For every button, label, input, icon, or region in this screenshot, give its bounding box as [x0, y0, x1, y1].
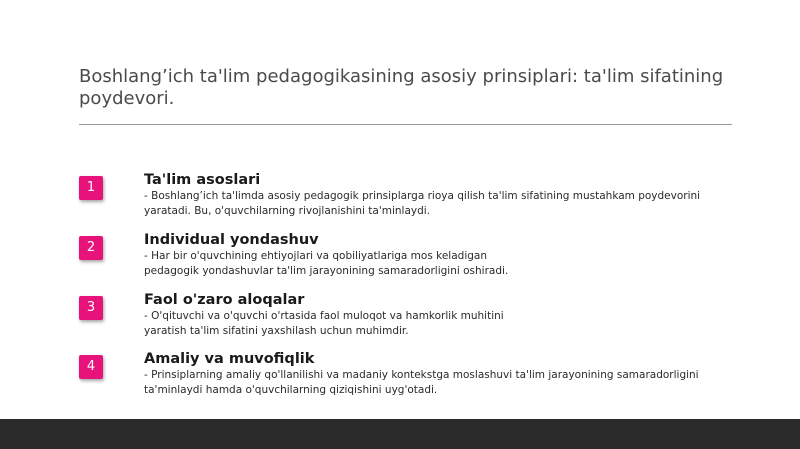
item-text: [144, 292, 739, 339]
item-number-badge: 3: [79, 296, 103, 320]
item-heading: Faol o'zaro aloqalar: [144, 292, 305, 308]
item-description: - Boshlang’ich ta'limda asosiy pedagogik prinsiplarga rioya qilish ta'lim sifatining mustahkam poydevorini yaratadi. Bu, o'quvchilarning rivojlanishini ta'minlaydi.: [144, 190, 701, 217]
item-text: [144, 172, 739, 219]
footer-bar: [0, 419, 800, 449]
item-text: [144, 232, 739, 279]
item-description: - O'qituvchi va o'quvchi o'rtasida faol muloqot va hamkorlik muhitini yaratish ta'lim sifatini yaxshilash uchun muhimdir.: [144, 310, 504, 337]
item-description: - Har bir o'quvchining ehtiyojlari va qobiliyatlariga mos keladigan pedagogik yondashuvlar ta'lim jarayonining samaradorligini oshiradi.: [144, 250, 509, 277]
item-number-badge: 1: [79, 176, 103, 200]
item-number-badge: 4: [79, 355, 103, 379]
item-heading: Individual yondashuv: [144, 232, 319, 248]
item-heading: Ta'lim asoslari: [144, 172, 261, 188]
item-description: - Prinsiplarning amaliy qo'llanilishi va madaniy kontekstga moslashuvi ta'lim jarayonining samaradorligini ta'minlaydi hamda o'quvchilarning qiziqishini uyg'otadi.: [144, 369, 699, 396]
item-text: [144, 351, 739, 398]
item-number-badge: 2: [79, 236, 103, 260]
item-heading: Amaliy va muvofiqlik: [144, 351, 315, 367]
slide-title: Boshlang’ich ta'lim pedagogikasining asosiy prinsiplari: ta'lim sifatining poydevori.: [79, 66, 724, 109]
title-divider: [79, 124, 732, 125]
